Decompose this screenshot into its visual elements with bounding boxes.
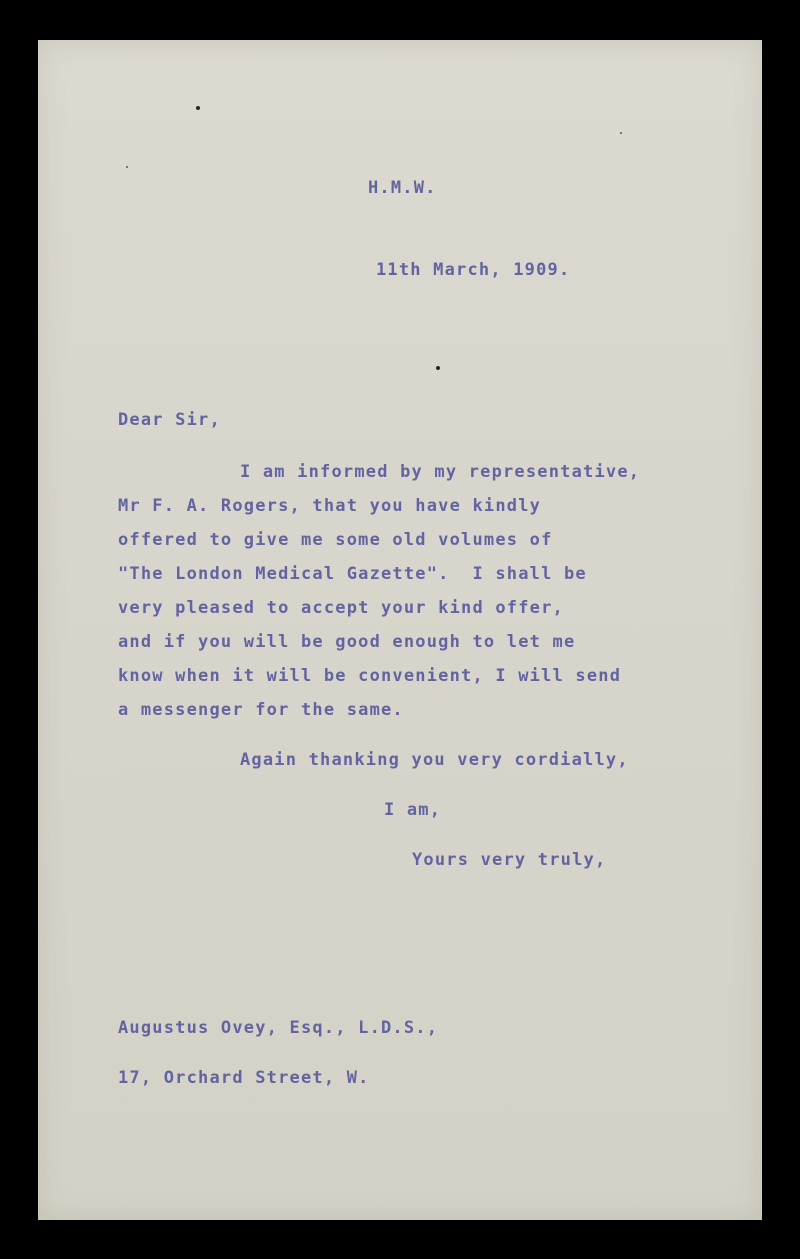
- body-line: and if you will be good enough to let me: [118, 632, 576, 652]
- closing-signoff: Yours very truly,: [412, 850, 607, 870]
- letter-page: [38, 40, 762, 1220]
- closing-i-am: I am,: [384, 800, 442, 820]
- closing-thanks: Again thanking you very cordially,: [240, 750, 629, 770]
- body-line: know when it will be convenient, I will send: [118, 666, 622, 686]
- body-line: offered to give me some old volumes of: [118, 530, 553, 550]
- paper-speck: [196, 106, 200, 110]
- body-line: a messenger for the same.: [118, 700, 404, 720]
- recipient-address: 17, Orchard Street, W.: [118, 1068, 370, 1088]
- salutation: Dear Sir,: [118, 410, 221, 430]
- body-line: I am informed by my representative,: [240, 462, 641, 482]
- body-line: Mr F. A. Rogers, that you have kindly: [118, 496, 542, 516]
- body-line: very pleased to accept your kind offer,: [118, 598, 564, 618]
- letter-date: 11th March, 1909.: [376, 260, 571, 280]
- paper-speck: [436, 366, 440, 370]
- paper-speck: [126, 166, 128, 168]
- body-line: "The London Medical Gazette". I shall be: [118, 564, 587, 584]
- letterhead-initials: H.M.W.: [368, 178, 437, 198]
- recipient-name: Augustus Ovey, Esq., L.D.S.,: [118, 1018, 439, 1038]
- paper-speck: [620, 132, 622, 134]
